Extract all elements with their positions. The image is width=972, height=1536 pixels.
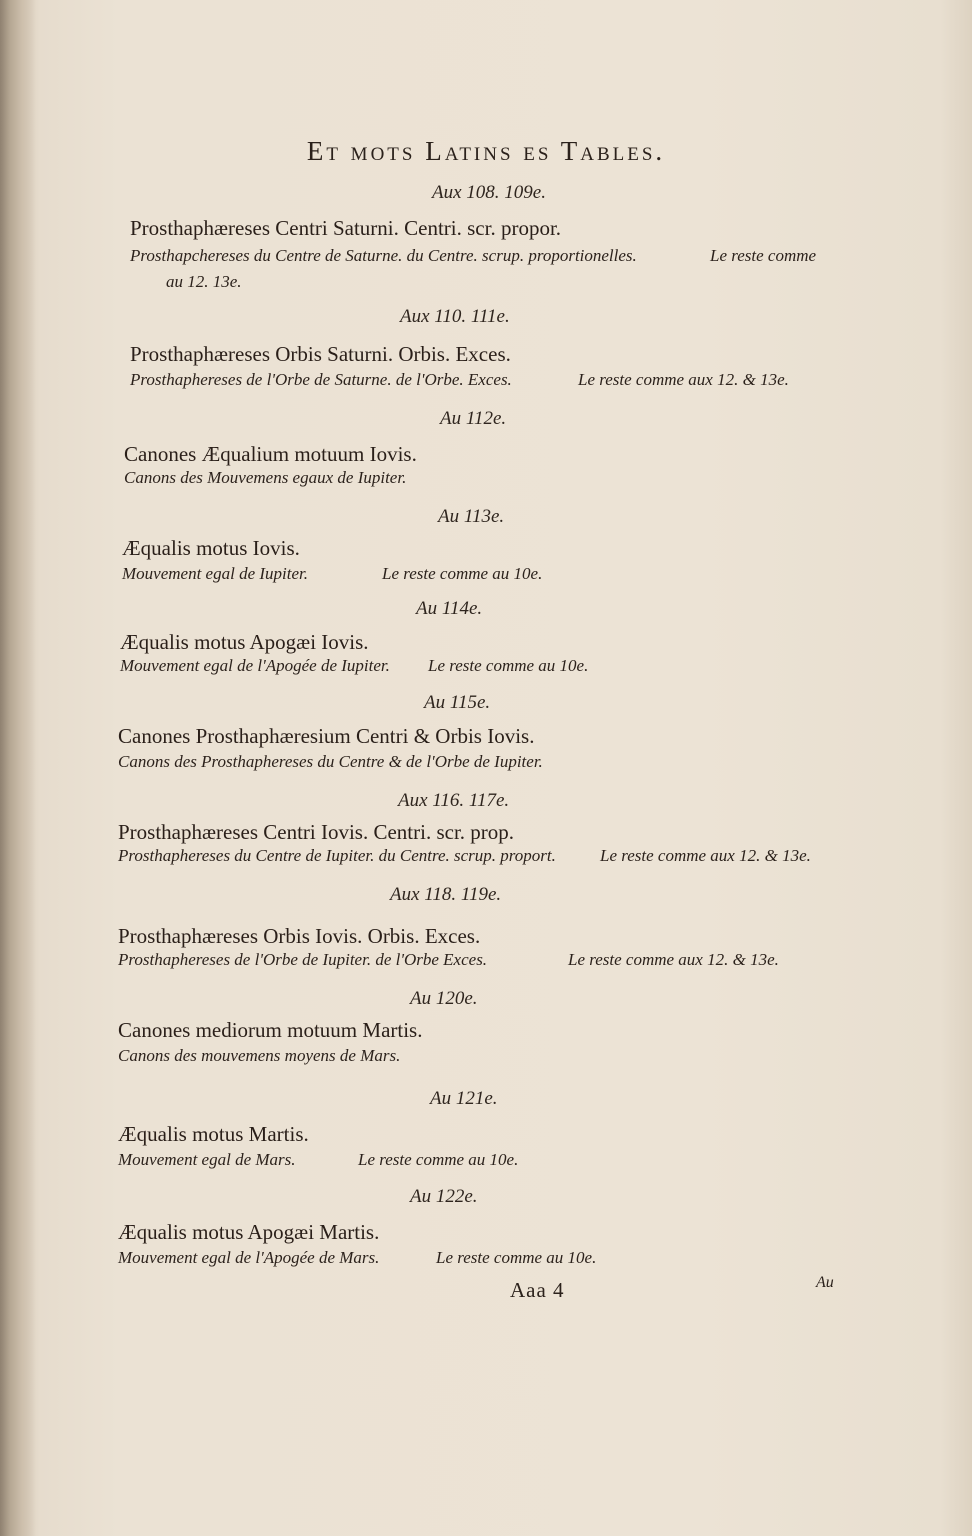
- french-title: Canons des mouvemens moyens de Mars.: [118, 1046, 401, 1065]
- latin-title: Canones Æqualium motuum Iovis.: [124, 442, 417, 466]
- latin-title: Prosthaphæreses Centri Iovis. Centri. scr. prop.: [118, 820, 515, 844]
- table-reference: Au 120e.: [410, 988, 478, 1009]
- latin-title: Canones Prosthaphæresium Centri & Orbis Iovis.: [118, 724, 535, 748]
- latin-title: Æqualis motus Martis.: [118, 1122, 309, 1146]
- table-reference: Au 121e.: [430, 1088, 498, 1109]
- latin-title: Prosthaphæreses Orbis Iovis. Orbis. Exces.: [118, 924, 481, 948]
- french-title: Prosthaphereses de l'Orbe de Iupiter. de l'Orbe Exces.: [118, 950, 488, 969]
- french-title: Mouvement egal de l'Apogée de Mars.: [118, 1248, 380, 1267]
- table-reference: Aux 110. 111e.: [400, 306, 510, 327]
- french-title: Mouvement egal de Mars.: [118, 1150, 296, 1169]
- table-reference: Au 113e.: [438, 506, 505, 527]
- rest-note: Le reste comme aux 12. & 13e.: [600, 846, 811, 865]
- rest-note: Le reste comme au 10e.: [382, 564, 543, 583]
- latin-title: Canones mediorum motuum Martis.: [118, 1018, 423, 1042]
- latin-title: Prosthaphæreses Centri Saturni. Centri. scr. propor.: [130, 216, 562, 240]
- latin-title: Æqualis motus Apogæi Martis.: [118, 1220, 380, 1244]
- latin-title: Prosthaphæreses Orbis Saturni. Orbis. Exces.: [130, 342, 511, 366]
- rest-note: Le reste comme: [710, 246, 817, 265]
- rest-note: Le reste comme au 10e.: [428, 656, 589, 675]
- table-reference: Au 112e.: [440, 408, 507, 429]
- rest-note: Le reste comme au 10e.: [436, 1248, 597, 1267]
- rest-note: Le reste comme au 10e.: [358, 1150, 519, 1169]
- table-reference: Aux 108. 109e.: [432, 182, 546, 203]
- rest-note-continued: au 12. 13e.: [166, 272, 242, 291]
- french-title: Canons des Mouvemens egaux de Iupiter.: [124, 468, 407, 487]
- table-reference: Aux 118. 119e.: [390, 884, 502, 905]
- catchword: Au: [816, 1274, 834, 1291]
- table-reference: Aux 116. 117e.: [398, 790, 510, 811]
- table-reference: Au 114e.: [416, 598, 483, 619]
- french-title: Mouvement egal de Iupiter.: [122, 564, 308, 583]
- french-title: Prosthapchereses du Centre de Saturne. du Centre. scrup. proportionelles.: [130, 246, 637, 265]
- french-title: Prosthaphereses de l'Orbe de Saturne. de l'Orbe. Exces.: [130, 370, 512, 389]
- page-signature: Aaa 4: [510, 1278, 565, 1302]
- rest-note: Le reste comme aux 12. & 13e.: [578, 370, 789, 389]
- table-reference: Au 115e.: [424, 692, 491, 713]
- latin-title: Æqualis motus Iovis.: [122, 536, 300, 560]
- table-reference: Au 122e.: [410, 1186, 478, 1207]
- page-heading: Et mots Latins es Tables.: [306, 136, 666, 166]
- page-binding-shadow: [0, 0, 36, 1536]
- french-title: Prosthaphereses du Centre de Iupiter. du Centre. scrup. proport.: [118, 846, 556, 865]
- latin-title: Æqualis motus Apogæi Iovis.: [120, 630, 369, 654]
- rest-note: Le reste comme aux 12. & 13e.: [568, 950, 779, 969]
- french-title: Canons des Prosthaphereses du Centre & de l'Orbe de Iupiter.: [118, 752, 543, 771]
- french-title: Mouvement egal de l'Apogée de Iupiter.: [120, 656, 390, 675]
